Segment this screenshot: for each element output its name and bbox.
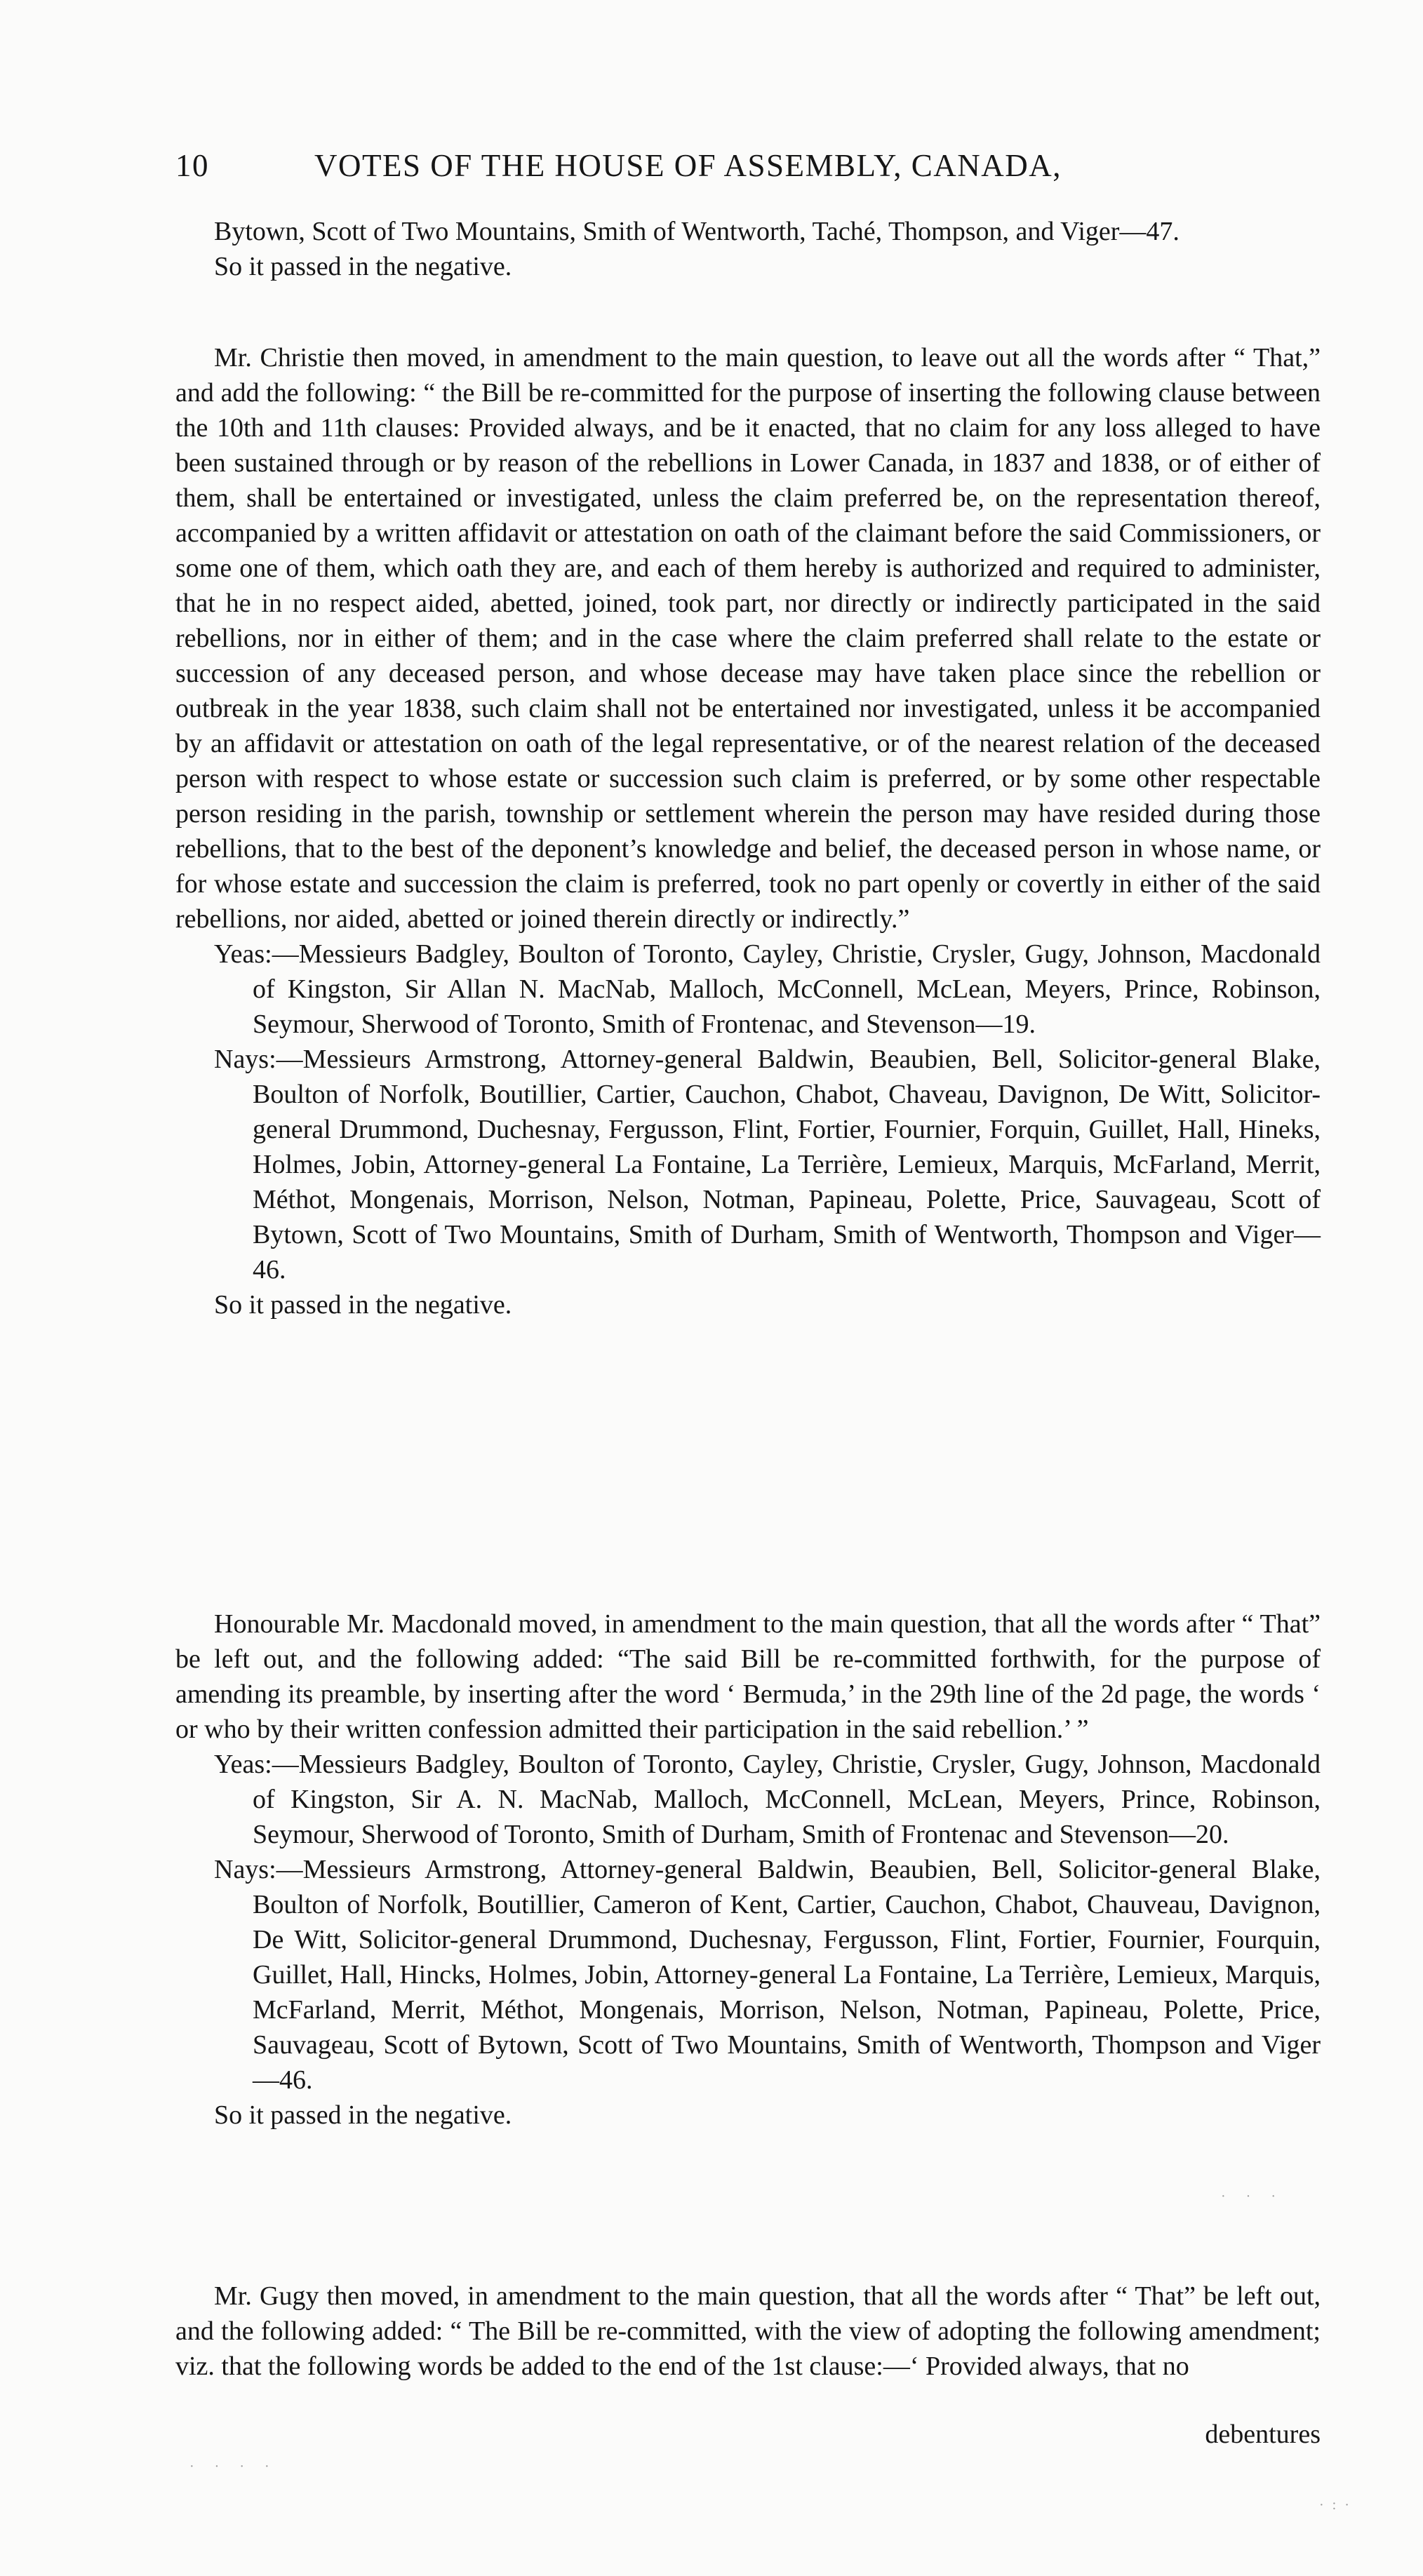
result-line: So it passed in the negative. — [214, 252, 512, 281]
nays-list: Nays:—Messieurs Armstrong, Attorney-general Baldwin, Beaubien, Bell, Solicitor-general Blake, Boulton of Norfolk, Boutillier, Cameron of Kent, Cartier, Cauchon, Chabot, Chauveau, Davignon, De Witt, Solicitor-general Drummond, Duchesnay, Fergusson, Flint, Fortier, Fournier, Fourquin, Guillet, Hall, Hincks, Holmes, Jobin, Attorney-general La Fontaine, La Terrière, Lemieux, Marquis, McFarland, Merrit, Méthot, Mongenais, Morrison, Nelson, Notman, Papineau, Polette, Price, Sauvageau, Scott of Bytown, Scott of Two Mountains, Smith of Wentworth, Thompson and Viger—46. — [214, 1855, 1321, 2095]
gugy-amendment — [175, 2279, 1321, 2384]
continued-names: Bytown, Scott of Two Mountains, Smith of Wentworth, Taché, Thompson, and Viger—47. — [214, 217, 1180, 246]
print-speckle: ·:· — [1319, 2497, 1358, 2513]
macdonald-amendment — [175, 1606, 1321, 2133]
yeas-list: Yeas:—Messieurs Badgley, Boulton of Toronto, Cayley, Christie, Crysler, Gugy, Johnson, Macdonald of Kingston, Sir A. N. MacNab, Malloch, McConnell, McLean, Meyers, Prince, Robinson, Seymour, Sherwood of Toronto, Smith of Durham, Smith of Frontenac and Stevenson—20. — [214, 1750, 1321, 1849]
result-line: So it passed in the negative. — [214, 1290, 512, 1320]
christie-amendment — [175, 340, 1321, 1322]
page-number: 10 — [175, 148, 209, 183]
running-header — [175, 147, 1321, 189]
motion-paragraph: Mr. Christie then moved, in amendment to the main question, to leave out all the words after “ That,” and add the following: “ the Bill be re-committed for the purpose of inserting the following clause between the 10th and 11th clauses: Provided always, and be it enacted, that no claim for any loss alleged to have been sustained through or by reason of the rebellions in Lower Canada, in 1837 and 1838, or of either of them, shall be entertained or investigated, unless the claim preferred be, on the representation thereof, accompanied by a written affidavit or attestation on oath of the claimant before the said Commissioners, or some one of them, which oath they are, and each of them hereby is authorized and required to administer, that he in no respect aided, abetted, joined, took part, nor directly or indirectly participated in the said rebellions, nor in either of them; and in the case where the claim preferred shall relate to the estate or succession of any deceased person, and whose decease may have taken place since the rebellion or outbreak in the year 1838, such claim shall not be entertained nor investigated, unless it be accompanied by an affidavit or attestation on oath of the legal representative, or of the nearest relation of the deceased person with respect to whose estate or succession such claim is preferred, or by some other respectable person residing in the parish, township or settlement wherein the person may have resided during those rebellions, that to the best of the deponent’s knowledge and belief, the deceased person in whose name, or for whose estate and succession the claim is preferred, took no part openly or covertly in either of the said rebellions, nor aided, abetted or joined therein directly or indirectly.” — [175, 343, 1321, 934]
nays-list: Nays:—Messieurs Armstrong, Attorney-general Baldwin, Beaubien, Bell, Solicitor-general Blake, Boulton of Norfolk, Boutillier, Cartier, Cauchon, Chabot, Chaveau, Davignon, De Witt, Solicitor-general Drummond, Duchesnay, Fergusson, Flint, Fortier, Fournier, Forquin, Guillet, Hall, Hineks, Holmes, Jobin, Attorney-general La Fontaine, La Terrière, Lemieux, Marquis, McFarland, Merrit, Méthot, Mongenais, Morrison, Nelson, Notman, Papineau, Polette, Price, Sauvageau, Scott of Bytown, Scott of Two Mountains, Smith of Durham, Smith of Wentworth, Thompson and Viger—46. — [214, 1045, 1321, 1284]
continued-names-block — [175, 214, 1321, 284]
print-speckle: · · · · — [189, 2459, 278, 2474]
motion-paragraph: Mr. Gugy then moved, in amendment to the main question, that all the words after “ That” be left out, and the following added: “ The Bill be re-committed, with the view of adopting the following amendment; viz. that the following words be added to the end of the 1st clause:—‘ Provided always, that no — [175, 2281, 1321, 2381]
catchword-row — [175, 2419, 1321, 2454]
print-speckle: · · · — [1221, 2189, 1284, 2204]
yeas-list: Yeas:—Messieurs Badgley, Boulton of Toronto, Cayley, Christie, Crysler, Gugy, Johnson, Macdonald of Kingston, Sir Allan N. MacNab, Malloch, McConnell, McLean, Meyers, Prince, Robinson, Seymour, Sherwood of Toronto, Smith of Frontenac, and Stevenson—19. — [214, 939, 1321, 1039]
result-line: So it passed in the negative. — [214, 2100, 512, 2130]
motion-paragraph: Honourable Mr. Macdonald moved, in amendment to the main question, that all the words after “ That” be left out, and the following added: “The said Bill be re-committed forthwith, for the purpose of amending its preamble, by inserting after the word ‘ Bermuda,’ in the 29th line of the 2d page, the words ‘ or who by their written confession admitted their participation in the said rebellion.’ ” — [175, 1609, 1321, 1744]
page-header-title: VOTES OF THE HOUSE OF ASSEMBLY, CANADA, — [314, 148, 1062, 183]
catchword: debentures — [1205, 2420, 1321, 2449]
